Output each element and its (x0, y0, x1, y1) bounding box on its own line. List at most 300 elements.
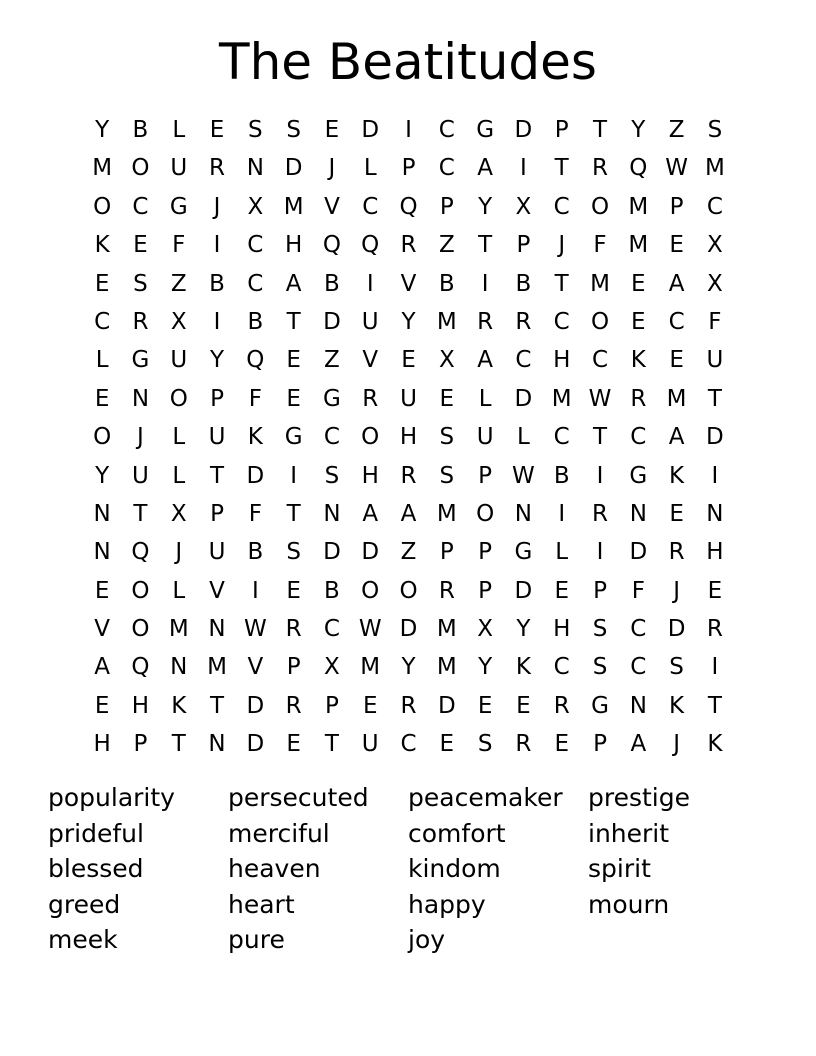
grid-letter: E (516, 692, 531, 719)
grid-letter: M (436, 308, 457, 335)
grid-letter: R (400, 462, 417, 489)
grid-letter: F (172, 232, 186, 259)
grid-letter: E (669, 232, 684, 259)
grid-letter: U (170, 155, 188, 182)
grid-letter: S (324, 462, 340, 489)
grid-letter: D (629, 539, 648, 566)
grid-letter: Z (324, 347, 340, 374)
grid-letter: H (361, 462, 379, 489)
grid-letter: G (169, 193, 188, 220)
grid-letter: O (131, 155, 150, 182)
grid-letter: L (555, 539, 569, 566)
grid-letter: Z (400, 539, 417, 566)
grid-letter: N (246, 155, 264, 182)
grid-letter: O (399, 577, 418, 604)
grid-letter: M (628, 232, 649, 259)
grid-letter: U (476, 424, 494, 451)
grid-letter: C (94, 308, 111, 335)
grid-letter: D (514, 577, 533, 604)
word-bank-item: heaven (228, 854, 321, 883)
grid-letter: S (477, 731, 493, 758)
grid-letter: D (323, 308, 341, 335)
grid-letter: P (516, 232, 531, 259)
word-bank-item: popularity (48, 783, 175, 812)
grid-letter: M (551, 385, 572, 412)
grid-letter: M (590, 270, 610, 297)
grid-letter: B (324, 577, 340, 604)
grid-letter: D (284, 155, 303, 182)
grid-letter: I (366, 270, 374, 297)
grid-letter: G (629, 462, 648, 489)
word-bank-item: pure (228, 925, 285, 954)
grid-letter: I (213, 232, 221, 259)
word-search-grid (83, 111, 734, 764)
grid-letter: N (323, 500, 341, 527)
word-bank-item: merciful (228, 818, 330, 848)
word-bank-item: heart (228, 889, 295, 919)
grid-letter: X (477, 616, 493, 643)
grid-letter: R (209, 155, 226, 182)
grid-letter: Y (95, 462, 110, 489)
grid-letter: S (439, 424, 455, 451)
grid-letter: I (251, 577, 259, 604)
grid-letter: C (132, 193, 149, 220)
grid-letter: K (94, 232, 110, 259)
grid-letter: A (668, 270, 685, 297)
grid-letter: Y (95, 117, 110, 143)
grid-letter: E (133, 232, 148, 259)
grid-letter: I (405, 117, 412, 143)
grid-letter: E (439, 385, 455, 412)
grid-letter: D (514, 117, 533, 143)
grid-letter: S (248, 117, 263, 143)
word-bank-item: greed (48, 889, 121, 919)
grid-letter: O (93, 424, 112, 451)
grid-letter: M (436, 616, 457, 643)
grid-letter: W (588, 385, 612, 412)
grid-letter: D (323, 539, 341, 566)
grid-letter: Q (629, 155, 648, 182)
grid-letter: E (94, 692, 110, 719)
grid-letter: A (362, 500, 379, 527)
grid-letter: E (286, 731, 301, 758)
grid-letter: Y (401, 308, 416, 335)
grid-letter: S (592, 654, 608, 681)
grid-letter: H (93, 731, 111, 758)
grid-letter: V (362, 347, 379, 374)
grid-letter: Y (631, 117, 646, 143)
grid-letter: P (439, 539, 454, 566)
grid-letter: C (630, 654, 647, 681)
grid-letter: J (328, 155, 336, 182)
grid-letter: J (213, 193, 221, 220)
grid-letter: D (706, 424, 724, 451)
grid-letter: O (131, 577, 150, 604)
grid-letter: Y (478, 654, 493, 681)
grid-letter: D (246, 692, 265, 719)
grid-letter: T (592, 117, 608, 143)
grid-letter: J (175, 539, 183, 566)
grid-letter: P (286, 654, 301, 681)
grid-letter: B (324, 270, 340, 297)
grid-letter: T (592, 424, 608, 451)
grid-letter: L (517, 424, 530, 451)
grid-letter: B (247, 539, 264, 566)
grid-letter: J (137, 424, 144, 451)
grid-letter: Y (516, 616, 531, 643)
grid-letter: J (673, 577, 680, 604)
grid-letter: H (399, 424, 418, 451)
grid-letter: B (438, 270, 455, 297)
grid-letter: T (210, 462, 225, 489)
grid-letter: Y (210, 347, 225, 374)
grid-letter: D (437, 692, 456, 719)
word-bank-item: meek (48, 925, 118, 954)
grid-letter: C (438, 117, 455, 143)
grid-letter: U (706, 347, 724, 374)
grid-letter: C (323, 424, 340, 451)
grid-letter: L (478, 385, 492, 412)
grid-letter: N (629, 692, 647, 719)
grid-letter: G (284, 424, 303, 451)
grid-letter: I (481, 270, 489, 297)
grid-letter: D (361, 117, 380, 143)
grid-letter: R (553, 692, 570, 719)
grid-letter: K (247, 424, 263, 451)
grid-letter: V (94, 616, 111, 643)
word-bank-item: peacemaker (408, 783, 563, 812)
grid-letter: K (707, 731, 723, 758)
grid-letter: S (707, 117, 723, 143)
grid-letter: A (94, 654, 111, 681)
grid-letter: N (208, 731, 226, 758)
grid-letter: T (133, 500, 148, 527)
grid-letter: R (706, 616, 723, 643)
grid-letter: R (592, 500, 608, 527)
grid-letter: M (283, 193, 304, 220)
grid-letter: R (362, 385, 379, 412)
grid-letter: B (132, 117, 149, 143)
grid-letter: P (554, 117, 569, 143)
grid-letter: F (248, 385, 262, 412)
grid-letter: C (553, 193, 570, 220)
grid-letter: L (363, 155, 377, 182)
grid-letter: W (243, 616, 267, 643)
grid-letter: E (477, 692, 493, 719)
grid-letter: T (554, 155, 569, 182)
grid-letter: R (592, 155, 608, 182)
grid-letter: M (92, 155, 113, 182)
grid-letter: C (706, 193, 723, 220)
grid-letter: R (477, 308, 494, 335)
grid-letter: E (286, 577, 301, 604)
grid-letter: B (247, 308, 264, 335)
grid-letter: D (399, 616, 418, 643)
grid-letter: I (290, 462, 298, 489)
grid-letter: L (172, 462, 186, 489)
grid-letter: T (286, 500, 301, 527)
grid-letter: D (246, 731, 265, 758)
grid-letter: C (630, 424, 647, 451)
grid-letter: O (361, 424, 380, 451)
grid-letter: B (515, 270, 532, 297)
grid-letter: B (553, 462, 570, 489)
grid-letter: Q (322, 232, 341, 259)
grid-letter: Z (668, 117, 685, 143)
grid-letter: W (358, 616, 382, 643)
grid-letter: C (553, 308, 570, 335)
grid-letter: H (284, 232, 303, 259)
grid-letter: C (591, 347, 609, 374)
grid-letter: N (629, 500, 647, 527)
grid-letter: M (168, 616, 189, 643)
grid-letter: X (707, 232, 723, 259)
grid-letter: O (93, 193, 112, 220)
grid-letter: U (361, 731, 379, 758)
word-bank-item: spirit (588, 854, 651, 883)
grid-letter: H (706, 539, 724, 566)
grid-letter: U (132, 462, 149, 489)
grid-letter: O (131, 616, 150, 643)
grid-letter: I (596, 462, 604, 489)
grid-letter: E (286, 385, 301, 412)
grid-letter: C (553, 654, 570, 681)
grid-letter: P (593, 731, 607, 758)
grid-letter: P (478, 577, 493, 604)
grid-letter: X (247, 193, 264, 220)
grid-letter: C (362, 193, 379, 220)
grid-letter: I (596, 539, 604, 566)
grid-letter: R (400, 692, 417, 719)
grid-letter: I (558, 500, 566, 527)
word-bank-item: happy (408, 889, 486, 919)
word-bank-item: prideful (48, 818, 144, 848)
grid-letter: D (514, 385, 533, 412)
word-bank-item: prestige (588, 783, 691, 812)
grid-letter: N (170, 654, 188, 681)
grid-letter: G (591, 692, 609, 719)
grid-letter: H (553, 616, 571, 643)
grid-letter: G (476, 117, 495, 143)
grid-letter: U (361, 308, 379, 335)
grid-letter: Q (246, 347, 265, 374)
grid-letter: O (590, 308, 610, 335)
grid-letter: C (323, 616, 340, 643)
grid-letter: L (172, 577, 186, 604)
grid-letter: N (131, 385, 150, 412)
grid-letter: E (707, 577, 723, 604)
grid-letter: O (590, 193, 610, 220)
word-bank-item: comfort (408, 818, 506, 848)
grid-letter: R (515, 731, 532, 758)
grid-letter: F (593, 232, 607, 259)
grid-letter: I (520, 155, 527, 182)
word-bank-item: inherit (588, 818, 670, 848)
grid-letter: G (323, 385, 341, 412)
grid-letter: L (95, 347, 109, 374)
grid-letter: K (669, 462, 685, 489)
grid-letter: F (708, 308, 722, 335)
word-bank-item: joy (408, 925, 446, 954)
grid-letter: L (172, 117, 186, 143)
grid-letter: R (438, 577, 455, 604)
word-bank-item: persecuted (228, 783, 369, 812)
grid-letter: D (667, 616, 686, 643)
grid-letter: E (401, 347, 416, 374)
grid-letter: N (706, 500, 724, 527)
grid-letter: E (631, 270, 646, 297)
grid-letter: K (171, 692, 187, 719)
word-bank (48, 780, 768, 958)
grid-letter: H (131, 692, 150, 719)
grid-letter: Z (170, 270, 187, 297)
grid-letter: C (668, 308, 685, 335)
grid-letter: C (553, 424, 570, 451)
grid-letter: M (207, 654, 227, 681)
grid-letter: W (512, 462, 535, 489)
grid-letter: E (631, 308, 646, 335)
grid-letter: M (704, 155, 725, 182)
grid-letter: P (439, 193, 454, 220)
grid-letter: D (361, 539, 380, 566)
grid-letter: X (170, 308, 187, 335)
word-bank-item: blessed (48, 854, 144, 883)
grid-letter: T (210, 692, 225, 719)
grid-letter: M (360, 654, 381, 681)
grid-letter: U (208, 539, 226, 566)
grid-letter: T (707, 692, 722, 719)
grid-letter: X (438, 347, 455, 374)
grid-letter: V (324, 193, 340, 220)
grid-letter: E (94, 270, 110, 297)
grid-letter: Q (131, 539, 150, 566)
grid-letter: R (668, 539, 685, 566)
grid-letter: R (285, 692, 302, 719)
grid-letter: I (213, 308, 221, 335)
grid-letter: A (400, 500, 417, 527)
grid-letter: P (210, 500, 224, 527)
grid-letter: A (668, 424, 685, 451)
grid-letter: P (669, 193, 684, 220)
grid-letter: N (208, 616, 226, 643)
grid-letter: A (630, 731, 647, 758)
grid-letter: M (628, 193, 649, 220)
grid-letter: F (248, 500, 262, 527)
grid-letter: A (477, 155, 493, 182)
grid-letter: V (247, 654, 264, 681)
grid-letter: T (286, 308, 301, 335)
grid-letter: N (93, 500, 111, 527)
grid-letter: O (476, 500, 495, 527)
grid-letter: E (669, 347, 684, 374)
grid-letter: E (94, 385, 110, 412)
grid-letter: P (133, 731, 148, 758)
grid-letter: X (324, 654, 340, 681)
grid-letter: R (132, 308, 149, 335)
word-bank-item: mourn (588, 889, 670, 919)
grid-letter: C (438, 155, 455, 182)
grid-letter: K (515, 654, 531, 681)
grid-letter: X (707, 270, 723, 297)
grid-letter: T (554, 270, 569, 297)
grid-letter: T (478, 232, 493, 259)
grid-letter: S (286, 117, 301, 143)
word-bank-item: kindom (408, 854, 501, 883)
grid-letter: M (436, 654, 457, 681)
grid-letter: Q (361, 232, 380, 259)
grid-letter: V (209, 577, 225, 604)
grid-letter: C (630, 616, 647, 643)
grid-letter: S (133, 270, 148, 297)
grid-letter: V (400, 270, 417, 297)
grid-letter: S (592, 616, 608, 643)
grid-letter: U (208, 424, 226, 451)
grid-letter: J (673, 731, 680, 758)
grid-letter: L (172, 424, 186, 451)
grid-letter: Z (438, 232, 455, 259)
grid-letter: T (171, 731, 186, 758)
grid-letter: P (478, 539, 493, 566)
grid-letter: E (362, 692, 378, 719)
grid-letter: E (669, 500, 684, 527)
grid-letter: D (246, 462, 265, 489)
grid-letter: E (286, 347, 301, 374)
grid-letter: S (286, 539, 301, 566)
grid-letter: C (247, 232, 264, 259)
grid-letter: P (210, 385, 224, 412)
grid-letter: E (324, 117, 340, 143)
grid-letter: J (558, 232, 566, 259)
grid-letter: Y (401, 654, 416, 681)
grid-letter: O (361, 577, 380, 604)
grid-letter: M (436, 500, 457, 527)
grid-letter: E (94, 577, 110, 604)
grid-letter: N (93, 539, 111, 566)
grid-letter: U (170, 347, 188, 374)
grid-letter: G (131, 347, 150, 374)
grid-letter: I (711, 654, 719, 681)
page-title: The Beatitudes (219, 33, 597, 91)
grid-letter: I (711, 462, 719, 489)
grid-letter: Q (399, 193, 418, 220)
grid-letter: T (324, 731, 339, 758)
grid-letter: W (665, 155, 688, 182)
grid-letter: C (515, 347, 532, 374)
grid-letter: B (209, 270, 225, 297)
grid-letter: E (209, 117, 225, 143)
grid-letter: C (247, 270, 264, 297)
grid-letter: A (477, 347, 493, 374)
grid-letter: R (630, 385, 647, 412)
grid-letter: E (554, 577, 569, 604)
grid-letter: N (514, 500, 533, 527)
grid-letter: U (400, 385, 417, 412)
grid-letter: P (324, 692, 339, 719)
grid-letter: A (285, 270, 302, 297)
grid-letter: R (515, 308, 532, 335)
grid-letter: X (170, 500, 187, 527)
grid-letter: K (669, 692, 685, 719)
grid-letter: M (666, 385, 687, 412)
grid-letter: R (400, 232, 417, 259)
grid-letter: T (707, 385, 722, 412)
grid-letter: P (478, 462, 493, 489)
grid-letter: S (439, 462, 455, 489)
grid-letter: G (514, 539, 533, 566)
grid-letter: Y (478, 193, 493, 220)
grid-letter: E (554, 731, 569, 758)
grid-letter: X (515, 193, 532, 220)
